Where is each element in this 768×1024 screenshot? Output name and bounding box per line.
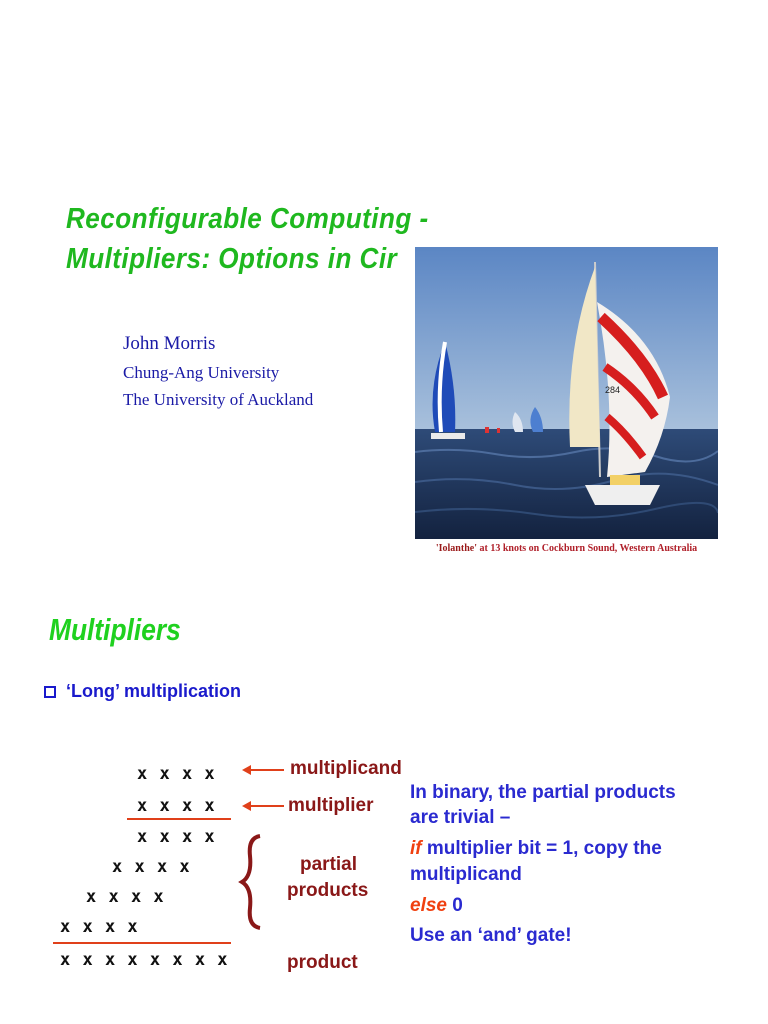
sail-number: 284	[605, 385, 621, 395]
photo-caption	[415, 543, 718, 554]
product-row: x x x x x x x x	[60, 950, 229, 970]
product-label: product	[287, 952, 358, 973]
affiliation-2: The University of Auckland	[123, 390, 314, 409]
sailing-photo	[415, 247, 718, 539]
explain-line-6: Use an ‘and’ gate!	[410, 925, 572, 946]
caption-text: at 13 knots on Cockburn Sound, Western Australia	[476, 543, 698, 554]
explain-line-4: multiplicand	[410, 864, 522, 885]
arrow-shaft	[250, 769, 284, 771]
explain-line-1: In binary, the partial products	[410, 782, 676, 803]
bullet-text: ‘Long’ multiplication	[66, 681, 241, 701]
partial-label-line-1: partial	[300, 854, 358, 875]
explain-line-3	[410, 838, 662, 860]
multiplier-label: multiplier	[288, 795, 374, 816]
multiplier-row: x x x x	[137, 796, 216, 816]
slide-title: Multipliers	[49, 612, 181, 647]
partial-product-row: x x x x	[60, 917, 139, 937]
caption-boat-name: 'Iolanthe'	[435, 543, 477, 554]
curly-brace-icon	[238, 832, 278, 932]
bullet-item	[44, 681, 241, 702]
explain-line-2: are trivial –	[410, 807, 511, 828]
sailing-photo-image	[415, 247, 718, 539]
slide-title-line-2: Multipliers: Options in Cir	[66, 243, 398, 275]
multiplicand-label: multiplicand	[290, 758, 402, 779]
author-name: John Morris	[123, 333, 216, 354]
partial-product-row: x x x x	[112, 857, 191, 877]
slide-title-line-1: Reconfigurable Computing -	[66, 203, 429, 235]
checkbox-bullet-icon	[44, 686, 56, 698]
else-keyword: else	[410, 895, 447, 916]
partial-product-row: x x x x	[137, 827, 216, 847]
explain-line-5-text: 0	[446, 895, 463, 916]
partial-label-line-2: products	[287, 880, 369, 901]
multiplier-underline	[127, 818, 231, 820]
explain-line-3-text: multiplier bit = 1, copy the	[421, 838, 662, 859]
arrow-shaft	[250, 805, 284, 807]
product-underline	[53, 942, 231, 944]
explain-line-5	[410, 895, 463, 917]
partial-product-row: x x x x	[86, 887, 165, 907]
if-keyword: if	[410, 838, 422, 859]
affiliation-1: Chung-Ang University	[123, 363, 280, 382]
multiplicand-row: x x x x	[137, 764, 216, 784]
